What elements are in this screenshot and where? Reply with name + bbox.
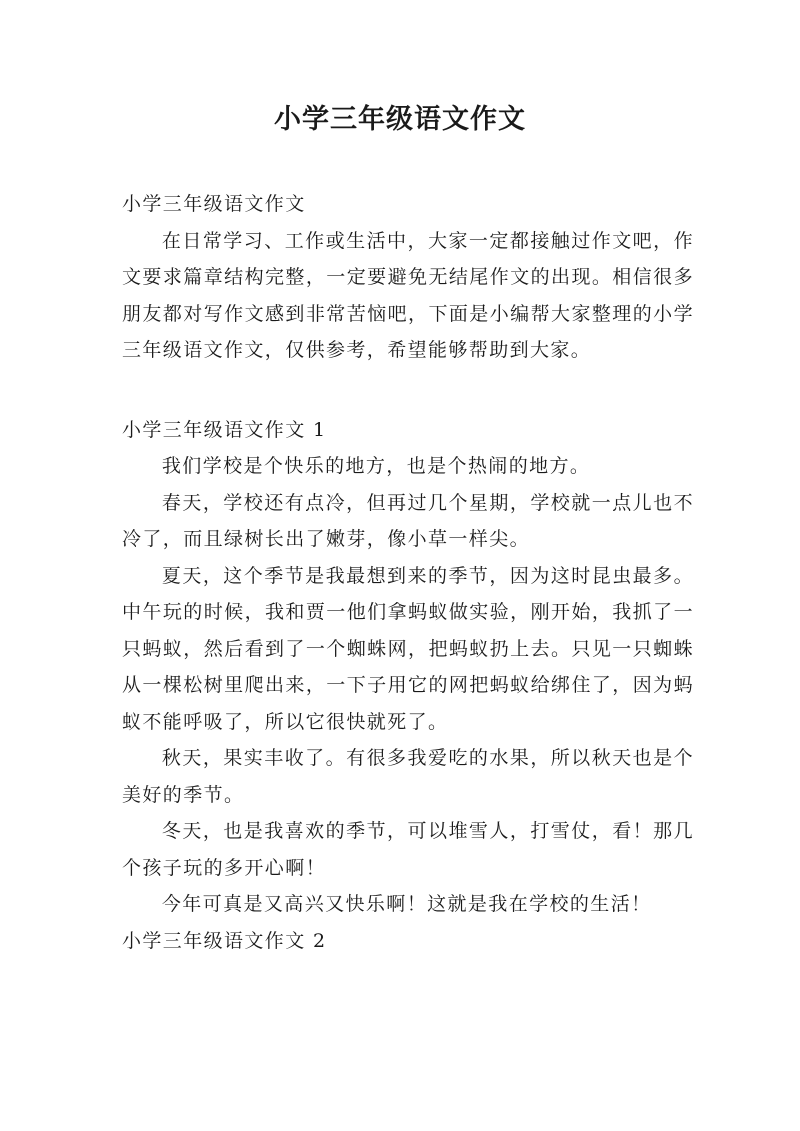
essay-2-heading: 小学三年级语文作文 2 xyxy=(122,929,327,952)
intro-paragraph: 在日常学习、工作或生活中，大家一定都接触过作文吧，作文要求篇章结构完整，一定要避免无结尾作文的出现。相信很多朋友都对写作文感到非常苦恼吧，下面是小编帮大家整理的小学三年级语文作文，仅供参考，希望能够帮助到大家。 xyxy=(122,229,694,361)
essay-1-paragraph-1: 我们学校是个快乐的地方，也是个热闹的地方。 xyxy=(161,455,591,477)
essay-1-paragraph-4: 秋天，果实丰收了。有很多我爱吃的水果，所以秋天也是个美好的季节。 xyxy=(122,747,694,806)
essay-1-paragraph-3: 夏天，这个季节是我最想到来的季节，因为这时昆虫最多。中午玩的时候，我和贾一他们拿蚂蚁做实验，刚开始，我抓了一只蚂蚁，然后看到了一个蜘蛛网，把蚂蚁扔上去。只见一只蜘蛛从一棵松树里爬出来，一下子用它的网把蚂蚁给绑住了，因为蚂蚁不能呼吸了，所以它很快就死了。 xyxy=(122,564,694,733)
essay-1-paragraph-2: 春天，学校还有点冷，但再过几个星期，学校就一点儿也不冷了，而且绿树长出了嫩芽，像小草一样尖。 xyxy=(122,491,694,550)
document-title: 小学三年级语文作文 xyxy=(274,104,526,135)
document-body xyxy=(122,186,694,959)
essay-1-paragraph-6: 今年可真是又高兴又快乐啊！这就是我在学校的生活！ xyxy=(161,893,652,915)
intro-heading: 小学三年级语文作文 xyxy=(122,193,306,215)
essay-1-paragraph-5: 冬天，也是我喜欢的季节，可以堆雪人，打雪仗，看！那几个孩子玩的多开心啊！ xyxy=(122,820,694,879)
section-spacer xyxy=(122,369,694,412)
essay-1-heading: 小学三年级语文作文 1 xyxy=(122,418,327,441)
